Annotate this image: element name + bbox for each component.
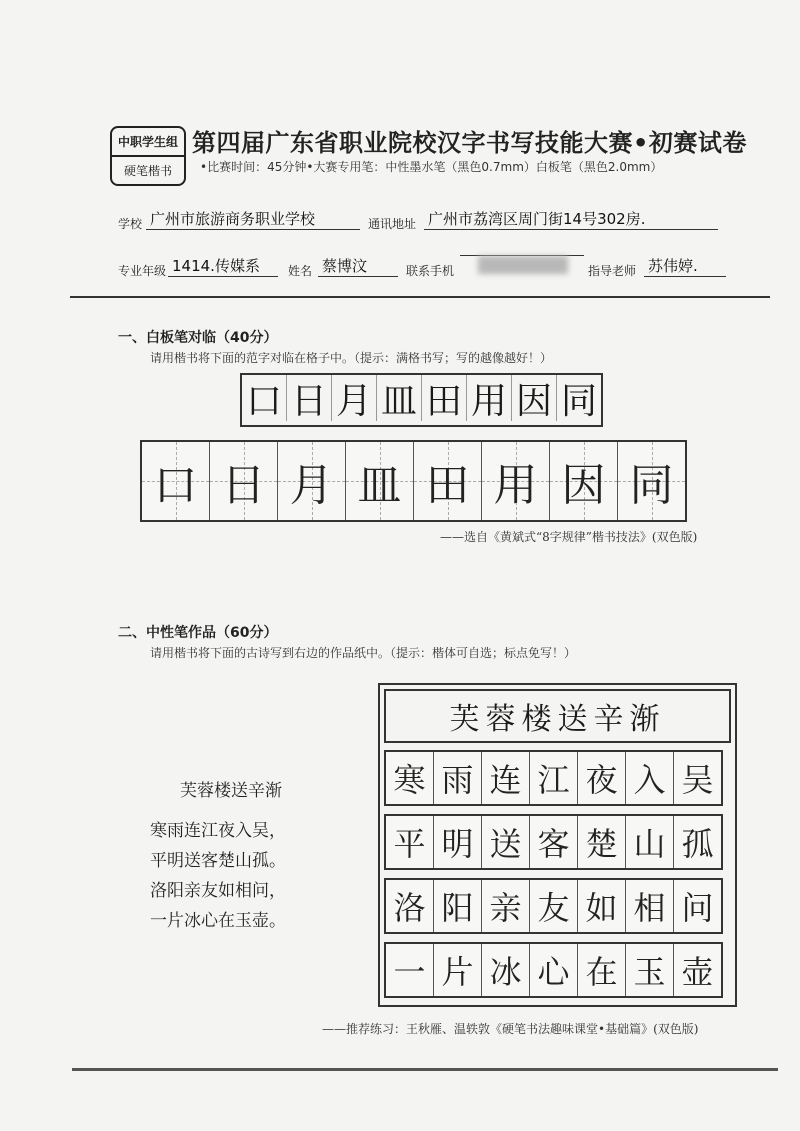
work-row-4 (384, 942, 723, 998)
section1-instruction: 请用楷书将下面的范字对临在格子中。（提示：满格书写；写的越像越好！） (150, 351, 553, 365)
model-char: 日 (287, 375, 332, 421)
badge-bottom: 硬笔楷书 (123, 164, 172, 178)
work-cell[interactable] (482, 816, 530, 868)
model-characters (240, 373, 603, 427)
work-char: 玉 (633, 953, 666, 991)
grid-cell[interactable] (278, 442, 346, 520)
work-cell[interactable] (434, 752, 482, 804)
work-cell[interactable] (482, 880, 530, 932)
work-cell[interactable] (626, 752, 674, 804)
work-cell[interactable] (530, 816, 578, 868)
work-char: 山 (633, 825, 666, 863)
written-char: 口 (153, 460, 198, 511)
poem-line: 一片冰心在玉壶。 (150, 911, 286, 931)
model-char: 皿 (377, 375, 422, 421)
category-badge (110, 126, 186, 186)
work-char: 友 (537, 889, 570, 927)
badge-top: 中职学生组 (112, 128, 184, 157)
grid-cell[interactable] (550, 442, 618, 520)
page-title: 第四届广东省职业院校汉字书写技能大赛•初赛试卷 (192, 129, 747, 157)
work-char: 入 (633, 761, 666, 799)
work-char: 夜 (585, 761, 618, 799)
work-char: 问 (681, 889, 714, 927)
work-cell[interactable] (674, 880, 721, 932)
header-divider (70, 296, 770, 298)
practice-grid (140, 440, 687, 522)
model-char: 月 (332, 375, 377, 421)
work-char: 雨 (441, 761, 474, 799)
work-cell[interactable] (434, 944, 482, 996)
work-char: 心 (537, 953, 570, 991)
section1-source: ——选自《黄斌式“8字规律”楷书技法》(双色版) (440, 530, 698, 544)
work-cell[interactable] (578, 752, 626, 804)
exam-info: •比赛时间：45分钟•大赛专用笔：中性墨水笔（黑色0.7mm）白板笔（黑色2.0mm） (200, 160, 663, 174)
section2-source: ——推荐练习：王秋雁、温轶敦《硬笔书法趣味课堂•基础篇》(双色版) (322, 1022, 699, 1036)
work-char: 片 (441, 953, 474, 991)
written-char: 因 (561, 460, 606, 511)
work-cell[interactable] (578, 944, 626, 996)
work-row-1 (384, 750, 723, 806)
written-char: 皿 (357, 460, 402, 511)
written-char: 同 (629, 460, 674, 511)
poem-line: 平明送客楚山孤。 (150, 851, 286, 871)
model-char: 同 (560, 380, 597, 422)
model-char: 用 (467, 375, 512, 421)
address-label: 通讯地址 (368, 217, 417, 231)
work-char: 冰 (489, 953, 522, 991)
written-char: 日 (221, 460, 266, 511)
address-field[interactable]: 广州市荔湾区周门街14号302房. (424, 208, 718, 230)
work-char: 明 (441, 825, 474, 863)
work-char: 亲 (489, 889, 522, 927)
poem-title: 芙蓉楼送辛渐 (180, 781, 282, 801)
work-cell[interactable] (626, 944, 674, 996)
work-char: 送 (489, 825, 522, 863)
major-label: 专业年级 (118, 264, 167, 278)
work-cell[interactable] (674, 816, 721, 868)
work-cell[interactable] (434, 880, 482, 932)
name-field[interactable]: 蔡博汶 (318, 255, 398, 277)
work-cell[interactable] (626, 880, 674, 932)
major-field[interactable]: 1414.传媒系 (168, 255, 278, 277)
section1-heading: 一、白板笔对临（40分） (118, 330, 278, 346)
grid-cell[interactable] (414, 442, 482, 520)
poem-text (150, 776, 286, 936)
teacher-field[interactable]: 苏伟婷. (644, 255, 726, 277)
teacher-label: 指导老师 (588, 264, 637, 278)
poem-line: 寒雨连江夜入吴， (150, 821, 286, 841)
work-char: 如 (585, 889, 618, 927)
work-char: 在 (585, 953, 618, 991)
school-label: 学校 (118, 217, 143, 231)
work-char: 相 (633, 889, 666, 927)
work-cell[interactable] (674, 752, 721, 804)
grid-cell[interactable] (346, 442, 414, 520)
work-cell[interactable] (530, 944, 578, 996)
work-char: 江 (537, 761, 570, 799)
work-char: 寒 (393, 761, 426, 799)
work-char: 平 (393, 825, 426, 863)
work-char: 壶 (681, 953, 714, 991)
section2-heading: 二、中性笔作品（60分） (118, 625, 278, 641)
work-char: 楚 (585, 825, 618, 863)
written-char: 田 (425, 460, 470, 511)
work-char: 吴 (681, 761, 714, 799)
work-cell[interactable] (434, 816, 482, 868)
written-char: 月 (289, 460, 334, 511)
work-char: 连 (489, 761, 522, 799)
work-cell[interactable] (386, 816, 434, 868)
work-cell[interactable] (674, 944, 721, 996)
work-cell[interactable] (530, 752, 578, 804)
work-cell[interactable] (578, 816, 626, 868)
work-char: 客 (537, 825, 570, 863)
work-cell[interactable] (482, 944, 530, 996)
grid-cell[interactable] (210, 442, 278, 520)
work-cell[interactable] (386, 752, 434, 804)
phone-label: 联系手机 (406, 264, 455, 278)
grid-cell[interactable] (482, 442, 550, 520)
work-paper-title[interactable] (384, 689, 731, 743)
model-char: 田 (422, 375, 467, 421)
model-char: 口 (242, 375, 287, 421)
name-label: 姓名 (288, 264, 313, 278)
work-char: 阳 (441, 889, 474, 927)
written-char: 用 (493, 460, 538, 511)
work-cell[interactable] (386, 880, 434, 932)
work-char: 洛 (393, 889, 426, 927)
work-char: 孤 (681, 825, 714, 863)
poem-line: 洛阳亲友如相问， (150, 881, 286, 901)
school-field[interactable]: 广州市旅游商务职业学校 (146, 208, 360, 230)
work-row-3 (384, 878, 723, 934)
work-cell[interactable] (530, 880, 578, 932)
work-title-text: 芙蓉楼送辛渐 (449, 702, 666, 737)
work-cell[interactable] (626, 816, 674, 868)
grid-cell[interactable] (618, 442, 685, 520)
work-cell[interactable] (386, 944, 434, 996)
model-char: 因 (512, 375, 557, 421)
section2-instruction: 请用楷书将下面的古诗写到右边的作品纸中。（提示：楷体可自选；标点免写！） (150, 646, 577, 660)
work-row-2 (384, 814, 723, 870)
work-cell[interactable] (578, 880, 626, 932)
redacted-phone (478, 256, 568, 274)
work-char: 一 (393, 953, 426, 991)
grid-cell[interactable] (142, 442, 210, 520)
work-cell[interactable] (482, 752, 530, 804)
footer-divider (72, 1068, 778, 1071)
